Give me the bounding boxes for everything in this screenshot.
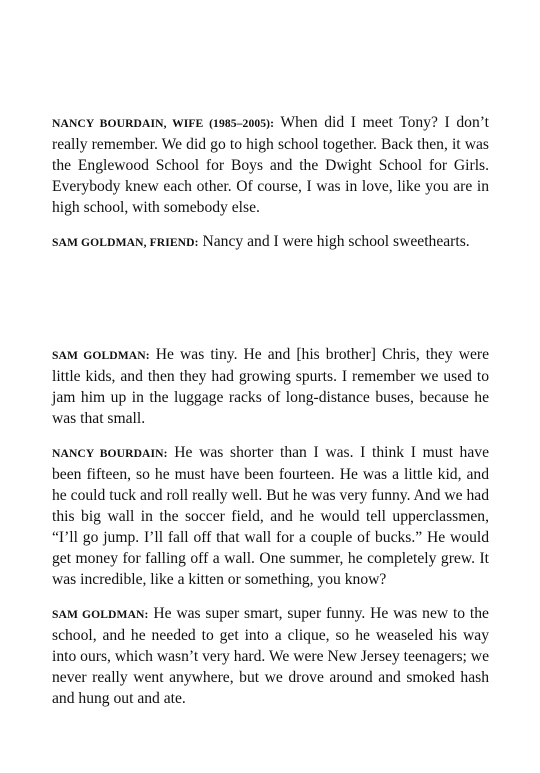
paragraph-spacer: [52, 218, 489, 231]
paragraph-spacer: [52, 429, 489, 442]
speaker-label: SAM GOLDMAN:: [52, 608, 149, 621]
speaker-label: NANCY BOURDAIN, WIFE (1985–2005):: [52, 117, 275, 130]
paragraph-text: Nancy and I were high school sweethearts.: [202, 233, 470, 250]
section-break: [52, 253, 489, 344]
document-page: [52, 112, 489, 709]
paragraph-text: He was super smart, super funny. He was new to the school, and he needed to get into a clique, so he weaseled his way into ours, which wasn’t very hard. We were New Jersey teenagers; we never really went anywhere, but we drove around and smoked hash and hung out and ate.: [52, 605, 489, 707]
paragraph-sam-goldman-smart: [52, 603, 489, 709]
paragraph-nancy-bourdain-shorter: [52, 442, 489, 590]
speaker-label: SAM GOLDMAN:: [52, 349, 150, 362]
paragraph-text: When did I meet Tony? I don’t really remember. We did go to high school together. Back then, it was the Englewood School for Boys and the Dwight School for Girls. Everybody knew each other. Of course, I was in love, like you are in high school, with somebody else.: [52, 114, 489, 216]
speaker-label: SAM GOLDMAN, FRIEND:: [52, 236, 199, 249]
paragraph-nancy-bourdain-wife: [52, 112, 489, 218]
paragraph-spacer: [52, 590, 489, 603]
paragraph-sam-goldman-tiny: [52, 344, 489, 429]
paragraph-sam-goldman-friend: [52, 231, 489, 253]
paragraph-text: He was tiny. He and [his brother] Chris, they were little kids, and then they had growing spurts. I remember we used to jam him up in the luggage racks of long-distance buses, because he was that small.: [52, 346, 489, 427]
paragraph-text: He was shorter than I was. I think I must have been fifteen, so he must have been fourteen. He was a little kid, and he could tuck and roll really well. But he was very funny. And we had this big wall in the soccer field, and he would tell upperclassmen, “I’ll go jump. I’ll fall off that wall for a couple of bucks.” He would get money for falling off a wall. One summer, he completely grew. It was incredible, like a kitten or something, you know?: [52, 444, 489, 588]
speaker-label: NANCY BOURDAIN:: [52, 447, 168, 460]
